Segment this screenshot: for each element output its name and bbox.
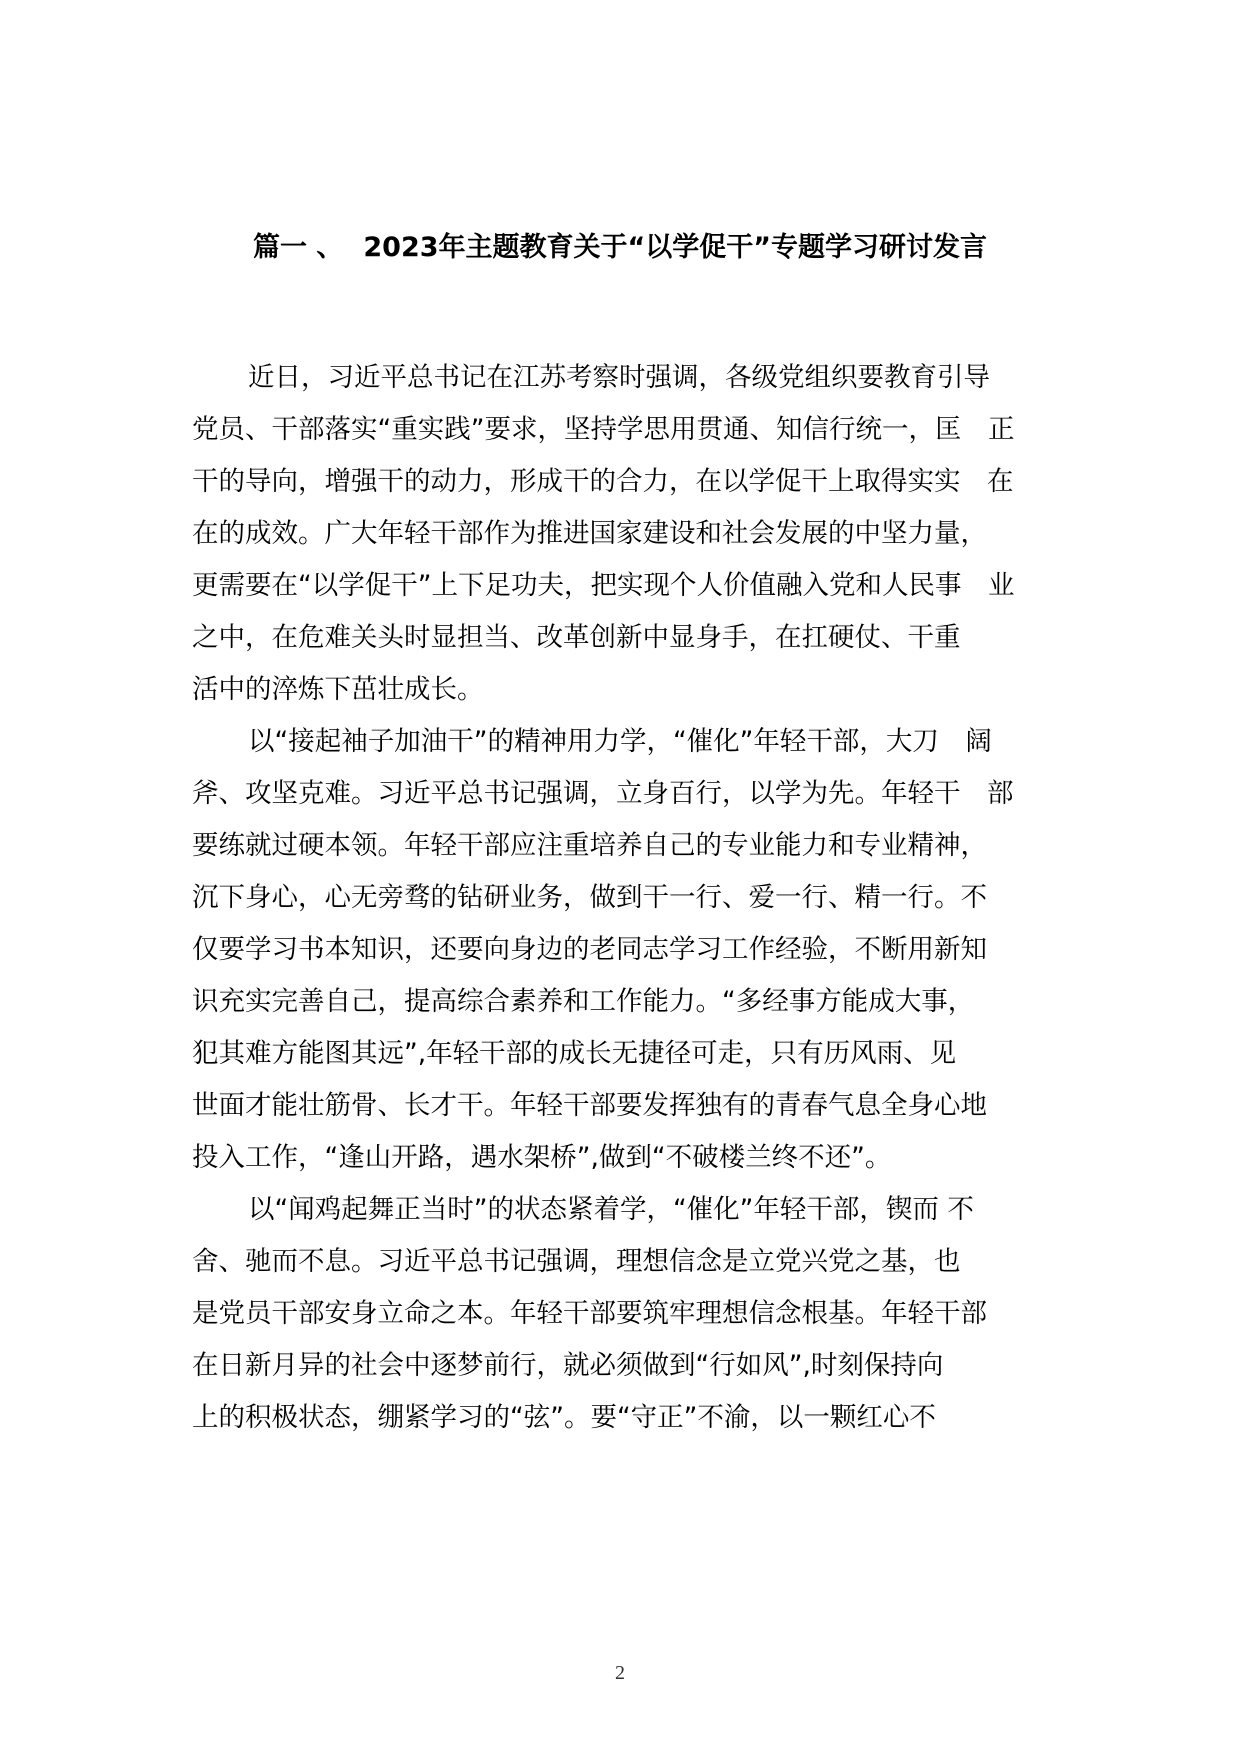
text-line: 在日新月异的社会中逐梦前行，就必须做到“行如风”,时刻保持向: [192, 1350, 944, 1381]
text-line: 更需要在“以学促干”上下足功夫，把实现个人价值融入党和人民事 业: [192, 570, 1015, 601]
text-line: 世面才能壮筋骨、长才干。年轻干部要发挥独有的青春气息全身心地: [192, 1090, 987, 1121]
page-number: 2: [615, 1662, 625, 1684]
paragraph-2: [192, 716, 1092, 1184]
title-text: 2023年主题教育关于“以学促干”专题学习研讨发言: [363, 232, 988, 263]
text-line: 以“闻鸡起舞正当时”的状态紧着学，“催化”年轻干部，锲而 不: [248, 1194, 974, 1225]
text-line: 活中的淬炼下茁壮成长。: [192, 674, 484, 705]
text-line: 之中，在危难关头时显担当、改革创新中显身手，在扛硬仗、干重: [192, 622, 961, 653]
text-line: 斧、攻坚克难。习近平总书记强调，立身百行，以学为先。年轻干 部: [192, 778, 1014, 809]
text-line: 舍、驰而不息。习近平总书记强调，理想信念是立党兴党之基，也: [192, 1246, 961, 1277]
text-line: 仅要学习书本知识，还要向身边的老同志学习工作经验，不断用新知: [192, 934, 987, 965]
document-body: [192, 352, 1092, 1444]
text-line: 要练就过硬本领。年轻干部应注重培养自己的专业能力和专业精神，: [192, 830, 987, 861]
text-line: 近日，习近平总书记在江苏考察时强调，各级党组织要教育引导: [248, 362, 990, 393]
text-line: 党员、干部落实“重实践”要求，坚持学思用贯通、知信行统一，匡 正: [192, 414, 1015, 445]
text-line: 沉下身心，心无旁骛的钻研业务，做到干一行、爱一行、精一行。不: [192, 882, 987, 913]
text-line: 以“接起袖子加油干”的精神用力学，“催化”年轻干部，大刀 阔: [248, 726, 992, 757]
paragraph-3: [192, 1184, 1092, 1444]
text-line: 是党员干部安身立命之本。年轻干部要筑牢理想信念根基。年轻干部: [192, 1298, 987, 1329]
text-line: 干的导向，增强干的动力，形成干的合力，在以学促干上取得实实 在: [192, 466, 1014, 497]
text-line: 上的积极状态，绷紧学习的“弦”。要“守正”不渝，以一颗红心不: [192, 1402, 936, 1433]
text-line: 在的成效。广大年轻干部作为推进国家建设和社会发展的中坚力量，: [192, 518, 987, 549]
text-line: 投入工作，“逢山开路，遇水架桥”,做到“不破楼兰终不还”。: [192, 1142, 892, 1173]
text-line: 识充实完善自己，提高综合素养和工作能力。“多经事方能成大事，: [192, 986, 975, 1017]
title-prefix: 篇一 、: [252, 232, 344, 263]
document-title: [0, 228, 1240, 268]
paragraph-1: [192, 352, 1092, 716]
text-line: 犯其难方能图其远”,年轻干部的成长无捷径可走，只有历风雨、见: [192, 1038, 957, 1069]
